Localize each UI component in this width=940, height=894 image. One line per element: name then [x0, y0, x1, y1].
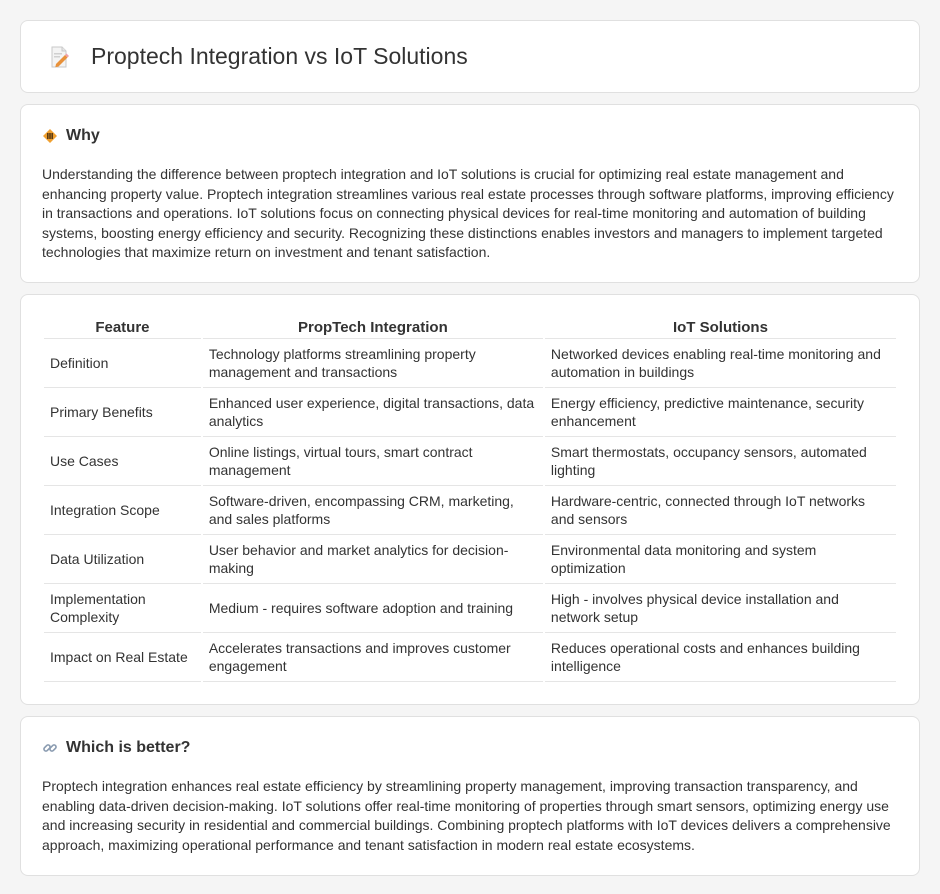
- iot-cell: High - involves physical device installation and network setup: [545, 584, 896, 633]
- proptech-cell: Enhanced user experience, digital transactions, data analytics: [203, 388, 543, 437]
- comparison-table: [42, 316, 898, 682]
- link-icon: [42, 740, 58, 756]
- which-better-heading: Which is better?: [66, 739, 191, 756]
- table-row: [44, 437, 896, 486]
- why-header: [42, 127, 898, 145]
- table-row: [44, 584, 896, 633]
- iot-cell: Networked devices enabling real-time monitoring and automation in buildings: [545, 339, 896, 388]
- warning-diamond-icon: [42, 128, 58, 144]
- iot-cell: Smart thermostats, occupancy sensors, automated lighting: [545, 437, 896, 486]
- proptech-cell: Online listings, virtual tours, smart contract management: [203, 437, 543, 486]
- iot-cell: Hardware-centric, connected through IoT networks and sensors: [545, 486, 896, 535]
- proptech-cell: Software-driven, encompassing CRM, marketing, and sales platforms: [203, 486, 543, 535]
- why-body: Understanding the difference between proptech integration and IoT solutions is crucial for optimizing real estate management and enhancing property value. Proptech integration streamlines various real estate processes through software platforms, improving efficiency in transactions and operations. IoT solutions focus on connecting physical devices for real-time monitoring and automation of building systems, boosting energy efficiency and security. Recognizing these distinctions enables investors and managers to implement targeted technologies that maximize return on investment and tenant satisfaction.: [42, 166, 894, 260]
- table-row: [44, 388, 896, 437]
- table-row: [44, 633, 896, 682]
- iot-cell: Reduces operational costs and enhances building intelligence: [545, 633, 896, 682]
- proptech-cell: Accelerates transactions and improves customer engagement: [203, 633, 543, 682]
- column-header-proptech: PropTech Integration: [203, 316, 543, 339]
- table-row: [44, 486, 896, 535]
- iot-cell: Energy efficiency, predictive maintenance, security enhancement: [545, 388, 896, 437]
- why-section: [20, 104, 920, 283]
- document-edit-icon: [47, 45, 71, 69]
- iot-cell: Environmental data monitoring and system optimization: [545, 535, 896, 584]
- feature-cell: Definition: [44, 339, 201, 388]
- which-better-header: [42, 739, 898, 757]
- table-row: [44, 339, 896, 388]
- table-row: [44, 535, 896, 584]
- feature-cell: Integration Scope: [44, 486, 201, 535]
- feature-cell: Impact on Real Estate: [44, 633, 201, 682]
- column-header-feature: Feature: [44, 316, 201, 339]
- feature-cell: Primary Benefits: [44, 388, 201, 437]
- which-better-section: [20, 716, 920, 876]
- feature-cell: Data Utilization: [44, 535, 201, 584]
- comparison-table-card: [20, 294, 920, 705]
- page-title: Proptech Integration vs IoT Solutions: [91, 43, 468, 69]
- which-better-body: Proptech integration enhances real estate efficiency by streamlining property management, improving transaction transparency, and enabling data-driven decision-making. IoT solutions offer real-time monitoring of properties through smart sensors, optimizing energy use and increasing security in residential and commercial buildings. Combining proptech platforms with IoT devices delivers a comprehensive approach, maximizing operational performance and tenant satisfaction in modern real estate ecosystems.: [42, 778, 891, 853]
- table-header-row: [44, 316, 896, 339]
- title-card: [20, 20, 920, 93]
- feature-cell: Use Cases: [44, 437, 201, 486]
- why-heading: Why: [66, 127, 100, 144]
- feature-cell: Implementation Complexity: [44, 584, 201, 633]
- proptech-cell: User behavior and market analytics for decision-making: [203, 535, 543, 584]
- column-header-iot: IoT Solutions: [545, 316, 896, 339]
- proptech-cell: Medium - requires software adoption and training: [203, 584, 543, 633]
- proptech-cell: Technology platforms streamlining property management and transactions: [203, 339, 543, 388]
